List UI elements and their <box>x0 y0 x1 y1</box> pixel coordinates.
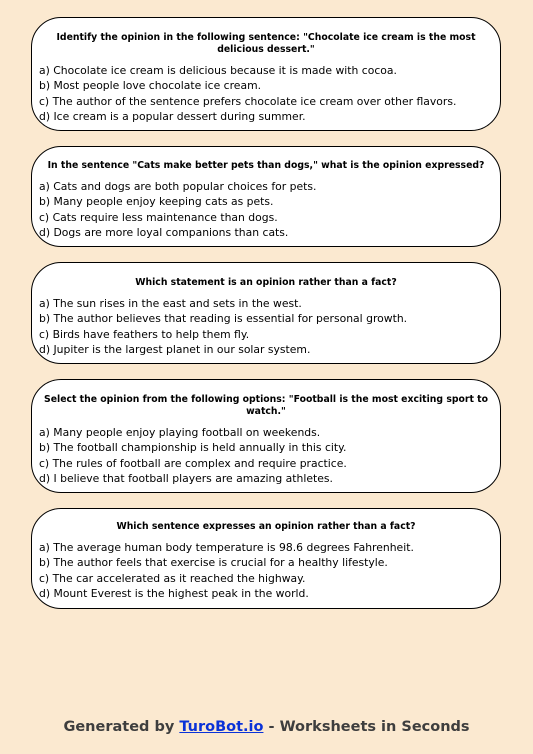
turobot-link[interactable]: TuroBot.io <box>179 719 264 735</box>
question-card-2 <box>31 146 501 247</box>
option-b: b) Most people love chocolate ice cream. <box>39 79 262 93</box>
question-prompt: Identify the opinion in the following sentence: "Chocolate ice cream is the most delicious dessert." <box>56 32 476 55</box>
options-list <box>32 179 500 240</box>
option-a: a) Many people enjoy playing football on weekends. <box>39 426 321 439</box>
option-c: c) The author of the sentence prefers chocolate ice cream over other flavors. <box>39 94 457 108</box>
footer <box>0 719 533 735</box>
options-list <box>32 63 500 124</box>
option-c: c) The rules of football are complex and require practice. <box>39 456 347 470</box>
footer-suffix: - Worksheets in Seconds <box>263 719 470 735</box>
option-a: a) The average human body temperature is 98.6 degrees Fahrenheit. <box>39 541 414 554</box>
question-card-4 <box>31 379 501 493</box>
option-a: a) Chocolate ice cream is delicious because it is made with cocoa. <box>39 64 397 77</box>
question-prompt: Which sentence expresses an opinion rather than a fact? <box>116 521 416 532</box>
option-b: b) Many people enjoy keeping cats as pets. <box>39 195 274 209</box>
option-b: b) The author believes that reading is essential for personal growth. <box>39 312 408 326</box>
option-d: d) Dogs are more loyal companions than cats. <box>39 225 289 239</box>
option-a: a) The sun rises in the east and sets in the west. <box>39 297 302 310</box>
option-c: c) The car accelerated as it reached the highway. <box>39 571 306 585</box>
option-d: d) I believe that football players are amazing athletes. <box>39 471 333 485</box>
option-a: a) Cats and dogs are both popular choices for pets. <box>39 180 317 193</box>
option-b: b) The author feels that exercise is crucial for a healthy lifestyle. <box>39 556 388 570</box>
question-prompt: In the sentence "Cats make better pets than dogs," what is the opinion expressed? <box>47 160 485 171</box>
question-card-5 <box>31 508 501 609</box>
option-c: c) Birds have feathers to help them fly. <box>39 327 250 341</box>
question-prompt: Select the opinion from the following options: "Football is the most exciting sport to watch." <box>44 394 488 417</box>
question-card-3 <box>31 262 501 364</box>
options-list <box>32 296 500 357</box>
option-d: d) Mount Everest is the highest peak in the world. <box>39 586 309 600</box>
question-prompt: Which statement is an opinion rather than a fact? <box>135 277 397 288</box>
footer-prefix: Generated by <box>63 719 180 735</box>
option-b: b) The football championship is held annually in this city. <box>39 441 347 455</box>
options-list <box>32 425 500 486</box>
option-d: d) Jupiter is the largest planet in our solar system. <box>39 342 311 356</box>
question-card-1 <box>31 17 501 131</box>
options-list <box>32 540 500 601</box>
option-d: d) Ice cream is a popular dessert during summer. <box>39 109 306 123</box>
option-c: c) Cats require less maintenance than dogs. <box>39 210 278 224</box>
